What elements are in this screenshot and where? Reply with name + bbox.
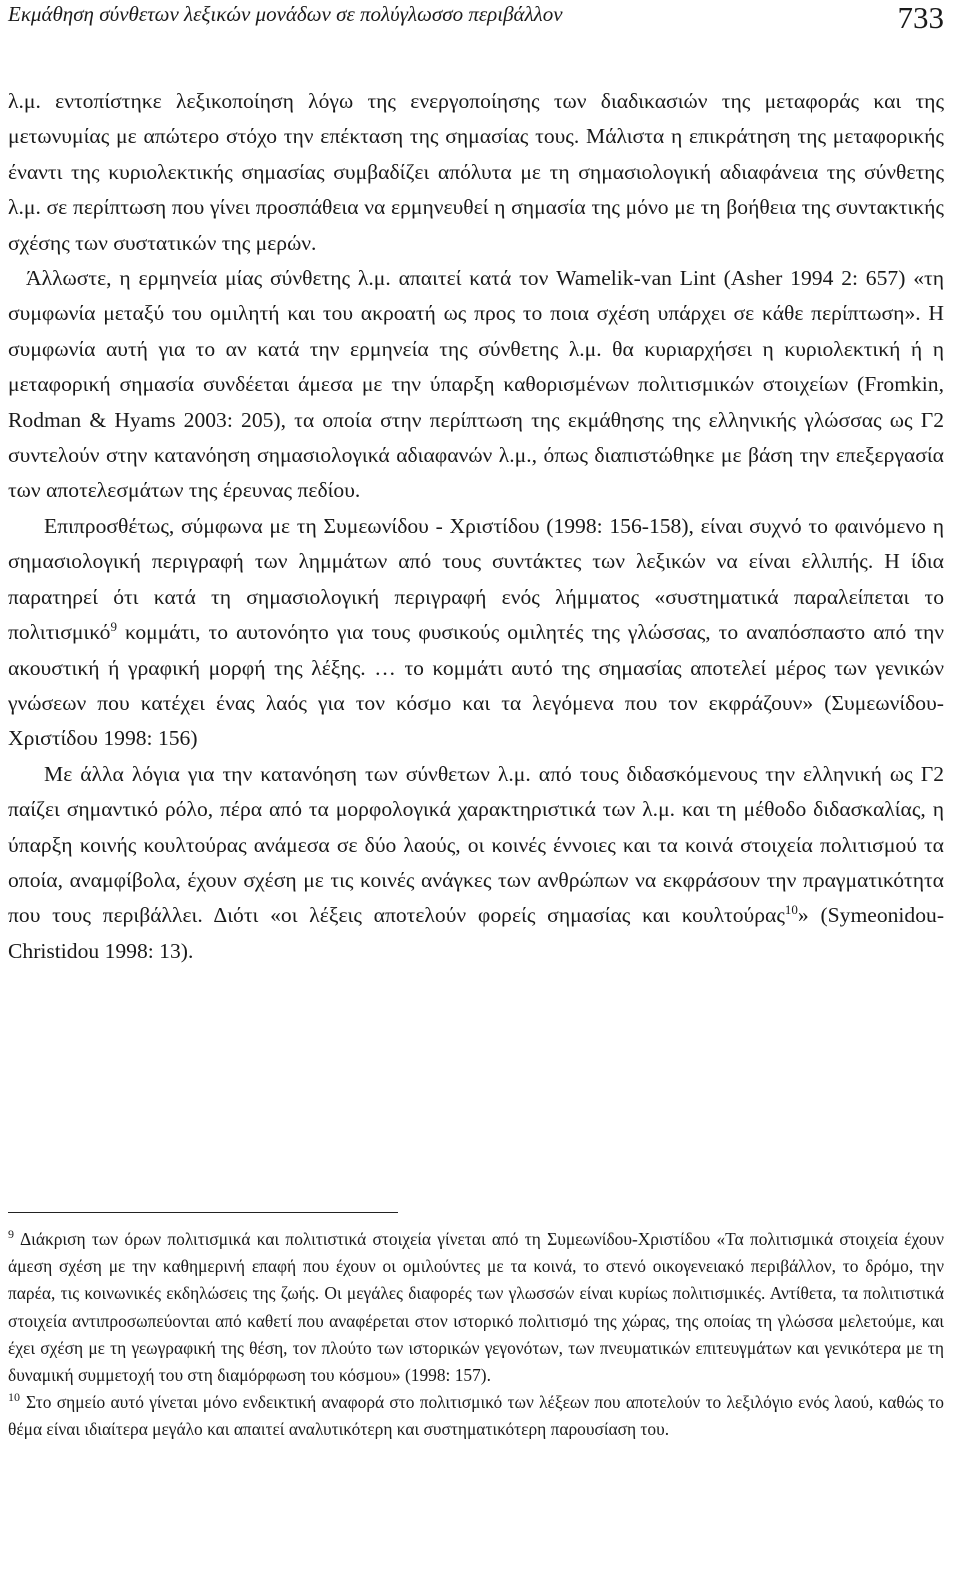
footnotes [8, 1226, 944, 1444]
footnote-ref-9: 9 [110, 618, 117, 634]
footnote-10-marker: 10 [8, 1390, 20, 1405]
body-text [8, 84, 944, 969]
paragraph-4-text-b: » (Symeonidou-Christidou 1998: 13). [8, 903, 945, 963]
footnote-9 [8, 1226, 944, 1389]
page-number: 733 [897, 0, 944, 35]
paragraph-3 [8, 509, 944, 757]
footnote-9-marker: 9 [8, 1227, 14, 1242]
paragraph-1: λ.μ. εντοπίστηκε λεξικοποίηση λόγω της ενεργοποίησης των διαδικασιών της μεταφοράς και της μετωνυμίας με απώτερο στόχο την επέκταση της σημασίας τους. Μάλιστα η επικράτηση της μεταφορικής έναντι της κυριολεκτικής σημασίας συμβαδίζει απόλυτα με τη σημασιολογική αδιαφάνεια της σύνθετης λ.μ. σε περίπτωση που γίνει προσπάθεια να ερμηνευθεί η σημασία της μόνο με τη βοήθεια της συντακτικής σχέσης των συστατικών της μερών. [8, 89, 944, 255]
paragraph-4 [8, 757, 944, 969]
paragraph-3-text-a: Επιπροσθέτως, σύμφωνα με τη Συμεωνίδου - Χριστίδου (1998: 156-158), είναι συχνό το φαινόμενο η σημασιολογική περιγραφή των λημμάτων από τους συντάκτες των λεξικών να είναι ελλιπής. Η ίδια παρατηρεί ότι κατά τη σημασιολογική περιγραφή ενός λήμματος «συστηματικά παραλείπεται το πολιτισμικό [8, 513, 944, 645]
footnote-9-text: Διάκριση των όρων πολιτισμικά και πολιτιστικά στοιχεία γίνεται από τη Συμεωνίδου-Χριστίδου «Τα πολιτισμικά στοιχεία έχουν άμεση σχέση με την καθημερινή επαφή που έχουν οι ομιλούντες με τα κοινά, το στενό οικογενειακό περιβάλλον, το δρόμο, την παρέα, τις κοινωνικές εκδηλώσεις της ζωής. Οι μεγάλες διαφορές των γλωσσών είναι κυρίως πολιτισμικές. Αντίθετα, τα πολιτιστικά στοιχεία αντιπροσωπεύονται από καθετί που αναφέρεται στον ιστορικό πολιτισμό της χώρας, της οποίας τη γλώσσα μελετούμε, και έχει σχέση με τη γεωγραφική της θέση, τον πλούτο των ιστορικών γεγονότων, των πνευματικών επιτευγμάτων και γενικότερα με τη δυναμική συμμετοχή του στη διαμόρφωση του κόσμου» (1998: 157). [8, 1229, 944, 1386]
footnote-10-text: Στο σημείο αυτό γίνεται μόνο ενδεικτική αναφορά στο πολιτισμικό των λέξεων που αποτελούν το λεξιλόγιο ενός λαού, καθώς το θέμα είναι ιδιαίτερα μεγάλο και απαιτεί αναλυτικότερη και συστηματικότερη παρουσίαση του. [8, 1392, 944, 1440]
paragraph-3-text-b: κομμάτι, το αυτονόητο για τους φυσικούς ομιλητές της γλώσσας, το αναπόσπαστο από την ακουστική ή γραφική μορφή της λέξης. … το κομμάτι αυτό της σημασίας αποτελεί μέρος των γενικών γνώσεων που κατέχει ένας λαός για τον κόσμο και τα λεγόμενα που τον εκφράζουν» (Συμεωνίδου-Χριστίδου 1998: 156) [8, 620, 944, 751]
footnote-ref-10: 10 [784, 902, 798, 918]
running-title: Εκμάθηση σύνθετων λεξικών μονάδων σε πολύγλωσσο περιβάλλον [8, 2, 563, 26]
footnote-10 [8, 1389, 944, 1443]
footnote-separator [8, 1212, 398, 1213]
page-header [8, 0, 944, 40]
paragraph-2: Άλλωστε, η ερμηνεία μίας σύνθετης λ.μ. απαιτεί κατά τον Wamelik-van Lint (Asher 1994 2: 657) «τη συμφωνία μεταξύ του ομιλητή και του ακροατή ως προς το ποια σχέση υπάρχει σε κάθε περίπτωση». Η συμφωνία αυτή για το αν κατά την ερμηνεία της σύνθετης λ.μ. θα κυριαρχήσει η κυριολεκτική ή η μεταφορική σημασία συνδέεται άμεσα με την ύπαρξη καθορισμένων πολιτισμικών στοιχείων (Fromkin, Rodman & Hyams 2003: 205), τα οποία στην περίπτωση της εκμάθησης της ελληνικής γλώσσας ως Γ2 συντελούν στην κατανόηση σημασιολογικά αδιαφανών λ.μ., όπως διαπιστώθηκε με βάση την επεξεργασία των αποτελεσμάτων της έρευνας πεδίου. [8, 266, 944, 503]
paragraph-4-text-a: Με άλλα λόγια για την κατανόηση των σύνθετων λ.μ. από τους διδασκόμενους την ελληνική ως Γ2 παίζει σημαντικό ρόλο, πέρα από τα μορφολογικά χαρακτηριστικά των λ.μ. και τη μέθοδο διδασκαλίας, η ύπαρξη κοινής κουλτούρας ανάμεσα σε δύο λαούς, οι κοινές έννοιες και τα κοινά στοιχεία πολιτισμού τα οποία, αναμφίβολα, έχουν σχέση με τις κοινές ανάγκες των ανθρώπων να εκφράσουν την πραγματικότητα που τους περιβάλλει. Διότι «οι λέξεις αποτελούν φορείς σημασίας και κουλτούρας [8, 761, 944, 928]
